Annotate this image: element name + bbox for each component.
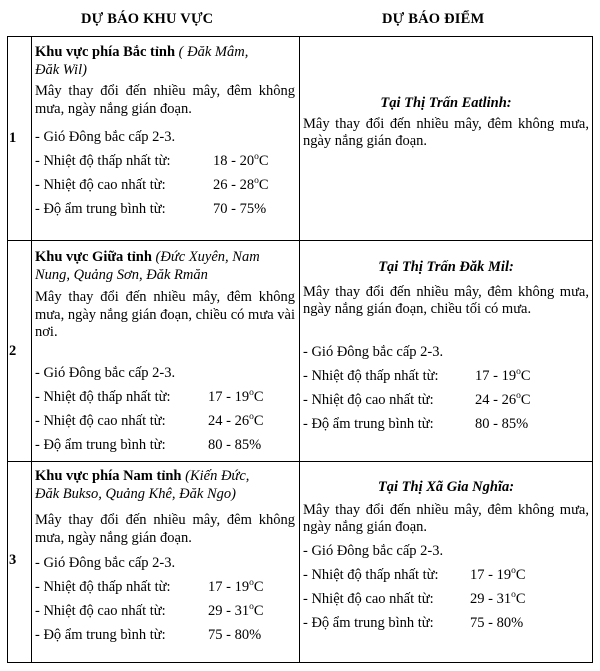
table-border (592, 36, 593, 663)
point-description: Mây thay đổi đến nhiều mây, đêm không mưa, ngày nắng gián đoạn. (303, 115, 589, 149)
point-humidity: - Độ ẩm trung bình từ: 75 - 80% (303, 614, 524, 631)
point-location: Tại Thị Trấn Đăk Mil: (378, 259, 514, 275)
point-max-temp: - Nhiệt độ cao nhất từ: 24 - 26$^o$C (303, 390, 531, 408)
area-wind: - Gió Đông bắc cấp 2-3. (35, 555, 176, 571)
area-places: (Đức Xuyên, Nam (151, 249, 260, 265)
row-number: 3 (9, 552, 17, 568)
area-max-temp: - Nhiệt độ cao nhất từ: 29 - 31$^o$C (35, 602, 264, 619)
area-humidity: - Độ ẩm trung bình từ: 75 - 80% (35, 627, 262, 643)
area-max-temp: - Nhiệt độ cao nhất từ: 24 - 26$^o$C (35, 412, 264, 429)
area-title (35, 249, 295, 285)
area-places: Đăk Wil) (35, 61, 87, 78)
area-min-temp: - Nhiệt độ thấp nhất từ: 17 - 19$^o$C (35, 578, 264, 595)
point-max-temp: - Nhiệt độ cao nhất từ: 29 - 31$^o$C (303, 589, 526, 607)
area-title-text: Khu vực phía Nam tỉnh (35, 468, 182, 484)
area-humidity: - Độ ẩm trung bình từ: 70 - 75% (35, 201, 267, 217)
point-description: Mây thay đổi đến nhiều mây, đêm không mưa, ngày nắng gián đoạn, chiều tối có mưa. (303, 283, 589, 317)
area-wind: - Gió Đông bắc cấp 2-3. (35, 365, 176, 381)
point-forecast-cell (303, 95, 589, 151)
row-number: 1 (9, 130, 17, 146)
area-title-text: Khu vực Giữa tỉnh (35, 249, 152, 265)
table-border (7, 662, 593, 663)
area-max-temp: - Nhiệt độ cao nhất từ: 26 - 28$^o$C (35, 176, 269, 193)
point-wind: - Gió Đông bắc cấp 2-3. (303, 542, 444, 559)
table-border (31, 36, 32, 663)
table-border (299, 36, 300, 663)
area-title (35, 44, 295, 80)
area-humidity: - Độ ẩm trung bình từ: 80 - 85% (35, 437, 262, 453)
area-description: Mây thay đổi đến nhiều mây, đêm không mưa, ngày nắng gián đoạn. (35, 512, 295, 546)
point-wind: - Gió Đông bắc cấp 2-3. (303, 343, 444, 360)
header-point-forecast: DỰ BÁO ĐIỂM (382, 11, 485, 27)
area-wind: - Gió Đông bắc cấp 2-3. (35, 129, 176, 145)
point-description: Mây thay đổi đến nhiều mây, đêm không mưa, ngày nắng gián đoạn. (303, 501, 589, 535)
area-description: Mây thay đổi đến nhiều mây, đêm không mưa, ngày nắng gián đoạn, chiều có mưa vài nơi. (35, 289, 295, 340)
area-min-temp: - Nhiệt độ thấp nhất từ: 18 - 20$^o$C (35, 152, 269, 169)
table-border (7, 461, 593, 462)
area-title-text: Khu vực phía Bắc tỉnh (35, 44, 176, 60)
area-description: Mây thay đổi đến nhiều mây, đêm không mưa, ngày nắng gián đoạn. (35, 83, 295, 117)
header-area-forecast: DỰ BÁO KHU VỰC (81, 11, 214, 27)
row-number: 2 (9, 343, 17, 359)
point-min-temp: - Nhiệt độ thấp nhất từ: 17 - 19$^o$C (303, 565, 526, 583)
area-forecast-cell (35, 44, 295, 221)
area-forecast-cell (35, 249, 295, 457)
point-humidity: - Độ ẩm trung bình từ: 80 - 85% (303, 415, 529, 432)
area-min-temp: - Nhiệt độ thấp nhất từ: 17 - 19$^o$C (35, 388, 264, 405)
area-title (35, 468, 295, 504)
area-places: Nung, Quảng Sơn, Đăk Rmăn (35, 266, 208, 283)
point-location: Tại Thị Trấn Eatlinh: (380, 95, 512, 111)
table-border (7, 36, 593, 37)
point-forecast-cell (303, 259, 589, 436)
table-border (7, 240, 593, 241)
table-border (7, 36, 8, 663)
point-location: Tại Thị Xã Gia Nghĩa: (377, 479, 515, 495)
area-places: ( Đăk Mâm, (175, 44, 249, 60)
point-forecast-cell (303, 479, 589, 635)
area-forecast-cell (35, 468, 295, 647)
area-places: (Kiến Đức, (181, 468, 250, 484)
area-places: Đăk Bukso, Quảng Khê, Đăk Ngo) (35, 485, 236, 502)
point-min-temp: - Nhiệt độ thấp nhất từ: 17 - 19$^o$C (303, 366, 531, 384)
